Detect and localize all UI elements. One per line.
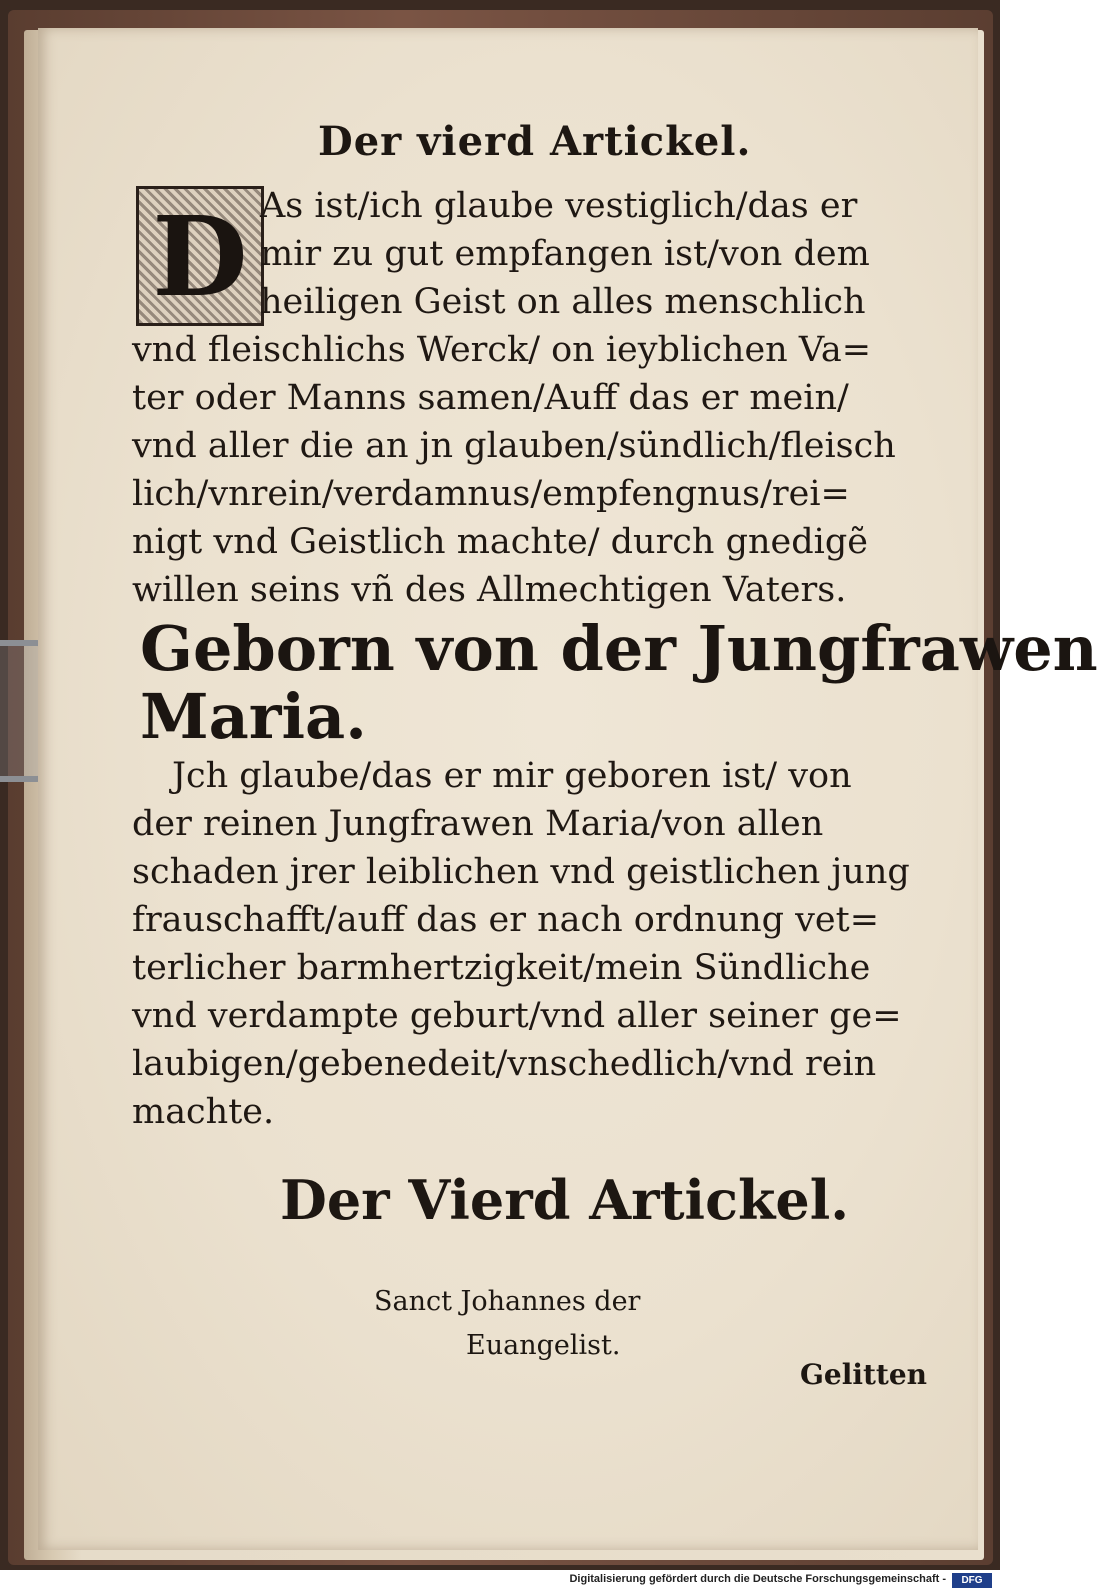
- paragraph-1-line: willen seins vñ des Allmechtigen Vaters.: [132, 570, 847, 610]
- paragraph-2-line: frauschafft/auff das er nach ordnung vet=: [132, 900, 880, 940]
- paragraph-1-line: mir zu gut empfangen ist/von dem: [260, 234, 870, 274]
- subheading-line-1: Geborn von der Jungfrawen: [140, 612, 1098, 685]
- paragraph-1-line: lich/vnrein/verdamnus/empfengnus/rei=: [132, 474, 850, 514]
- paragraph-1-line: ter oder Manns samen/Auff das er mein/: [132, 378, 849, 418]
- caption-line-1: Sanct Johannes der: [374, 1286, 641, 1317]
- paragraph-2-line: der reinen Jungfrawen Maria/von allen: [132, 804, 824, 844]
- footer-bar: [0, 1570, 1000, 1592]
- paragraph-2-line: Jch glaube/das er mir geboren ist/ von: [172, 756, 852, 796]
- paragraph-1: [132, 182, 940, 614]
- caption-line-2: Euangelist.: [466, 1330, 621, 1361]
- paragraph-2: [132, 752, 940, 1136]
- subheading-line-2: Maria.: [140, 680, 367, 753]
- paragraph-2-line: terlicher barmhertzigkeit/mein Sündliche: [132, 948, 871, 988]
- paragraph-1-line: vnd fleischlichs Werck/ on ieyblichen Va=: [132, 330, 872, 370]
- drop-cap-letter: D: [139, 189, 261, 323]
- paragraph-2-line: laubigen/gebenedeit/vnschedlich/vnd rein: [132, 1044, 877, 1084]
- paragraph-1-line: As ist/ich glaube vestiglich/das er: [260, 186, 858, 226]
- dfg-logo: DFG: [952, 1573, 992, 1588]
- caption: [374, 1280, 640, 1368]
- paragraph-2-line: machte.: [132, 1092, 275, 1132]
- paragraph-1-line: heiligen Geist on alles menschlich: [260, 282, 866, 322]
- paragraph-2-line: vnd verdampte geburt/vnd aller seiner ge=: [132, 996, 902, 1036]
- catchword: Gelitten: [800, 1358, 928, 1391]
- heading-bottom: Der Vierd Artickel.: [280, 1168, 850, 1232]
- paragraph-1-line: vnd aller die an jn glauben/sündlich/fleisch: [132, 426, 896, 466]
- heading-top: Der vierd Artickel.: [318, 118, 752, 165]
- paragraph-2-line: schaden jrer leiblichen vnd geistlichen jung: [132, 852, 910, 892]
- footer-credit: Digitalisierung gefördert durch die Deutsche Forschungsgemeinschaft -: [569, 1573, 946, 1585]
- paragraph-1-line: nigt vnd Geistlich machte/ durch gnedigẽ: [132, 522, 868, 562]
